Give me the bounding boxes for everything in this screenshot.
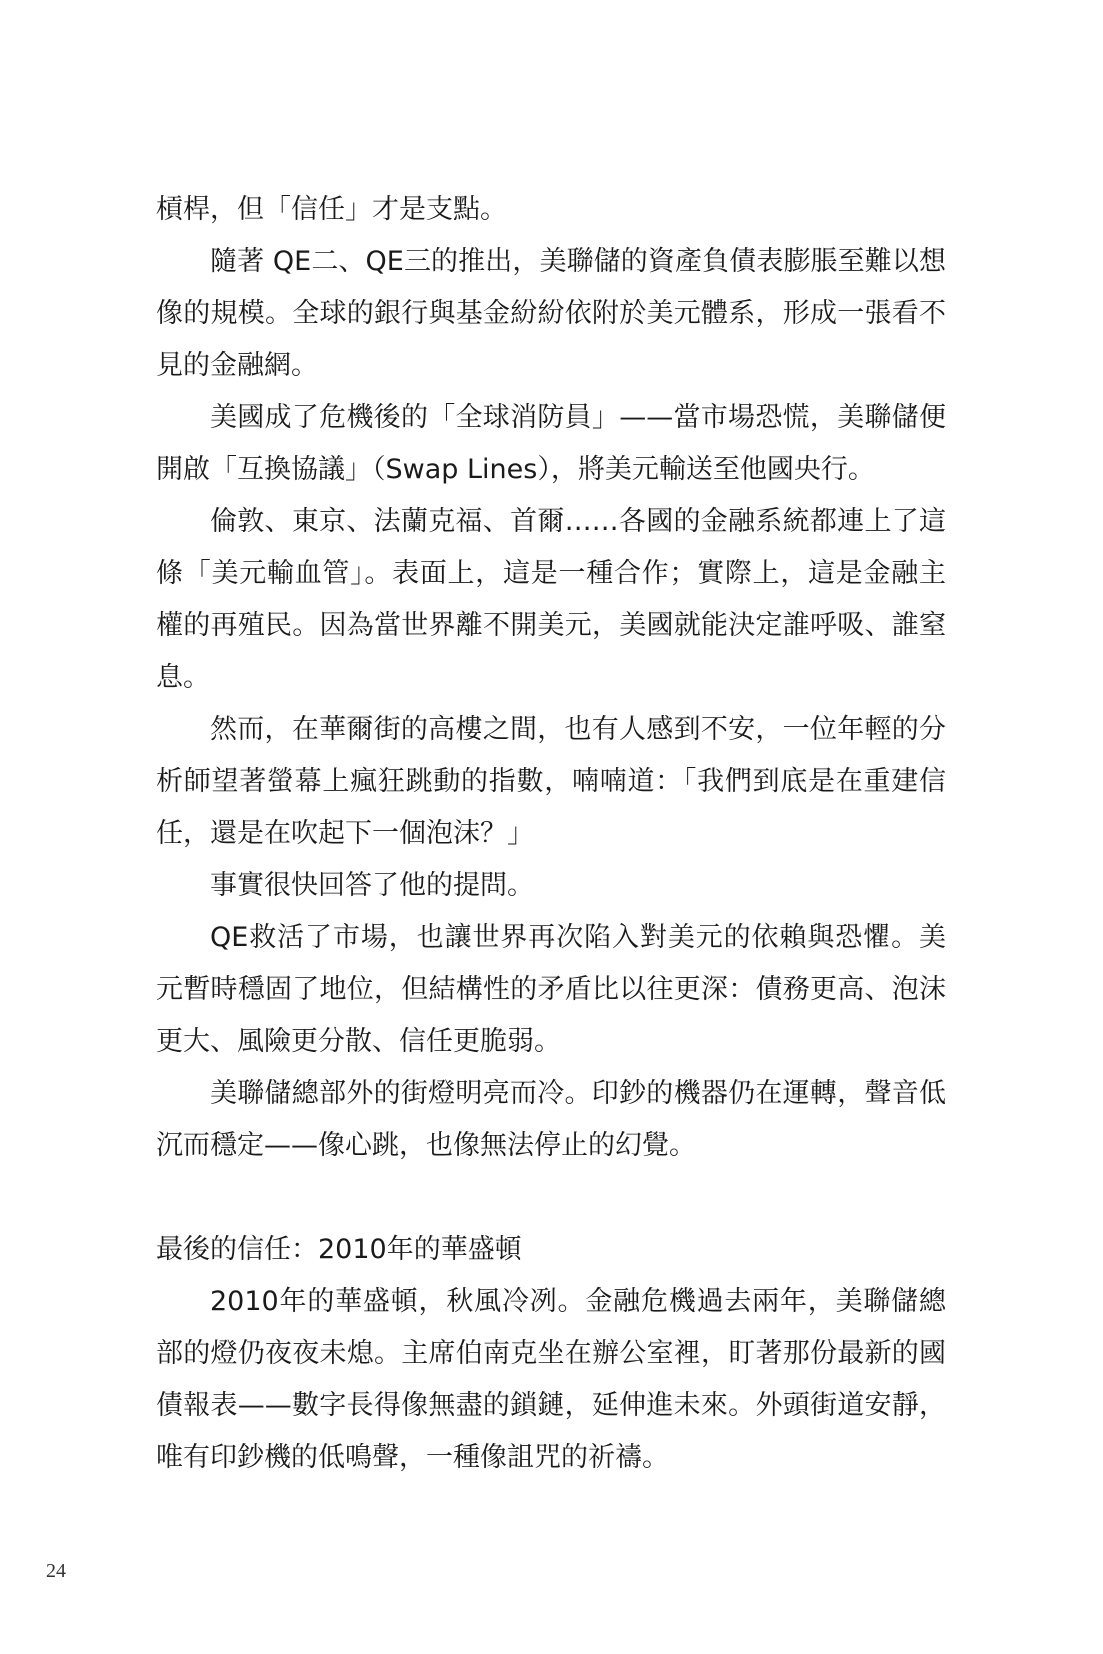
section-heading: 最後的信任：2010年的華盛頓 bbox=[156, 1234, 522, 1265]
paragraph-dollar-lifeline: 倫敦、東京、法蘭克福、首爾……各國的金融系統都連上了這條「美元輸血管」。表面上，這是一種合作；實際上，這是金融主權的再殖民。因為當世界離不開美元，美國就能決定誰呼吸、誰窒息。 bbox=[156, 506, 946, 693]
paragraph-analyst-doubt: 然而，在華爾街的高樓之間，也有人感到不安，一位年輕的分析師望著螢幕上瘋狂跳動的指數，喃喃道：「我們到底是在重建信任，還是在吹起下一個泡沫？」 bbox=[156, 714, 946, 849]
paragraph-qe-expansion: 隨著 QE二、QE三的推出，美聯儲的資產負債表膨脹至難以想像的規模。全球的銀行與基金紛紛依附於美元體系，形成一張看不見的金融網。 bbox=[156, 246, 946, 381]
paragraph-answer: 事實很快回答了他的提問。 bbox=[210, 870, 534, 901]
paragraph-swap-lines: 美國成了危機後的「全球消防員」——當市場恐慌，美聯儲便開啟「互換協議」（Swap Lines），將美元輸送至他國央行。 bbox=[156, 402, 946, 485]
paragraph-continuation: 槓桿，但「信任」才是支點。 bbox=[156, 194, 507, 225]
paragraph-street-lights: 美聯儲總部外的街燈明亮而冷。印鈔的機器仍在運轉，聲音低沉而穩定——像心跳，也像無法停止的幻覺。 bbox=[156, 1078, 946, 1161]
page-number: 24 bbox=[46, 1560, 66, 1582]
paragraph-washington-2010: 2010年的華盛頓，秋風冷冽。金融危機過去兩年，美聯儲總部的燈仍夜夜未熄。主席伯南克坐在辦公室裡，盯著那份最新的國債報表——數字長得像無盡的鎖鏈，延伸進未來。外頭街道安靜，唯有印鈔機的低鳴聲，一種像詛咒的祈禱。 bbox=[156, 1286, 946, 1473]
paragraph-qe-dependence: QE救活了市場，也讓世界再次陷入對美元的依賴與恐懼。美元暫時穩固了地位，但結構性的矛盾比以往更深：債務更高、泡沫更大、風險更分散、信任更脆弱。 bbox=[156, 922, 946, 1057]
body-text bbox=[156, 184, 946, 1484]
